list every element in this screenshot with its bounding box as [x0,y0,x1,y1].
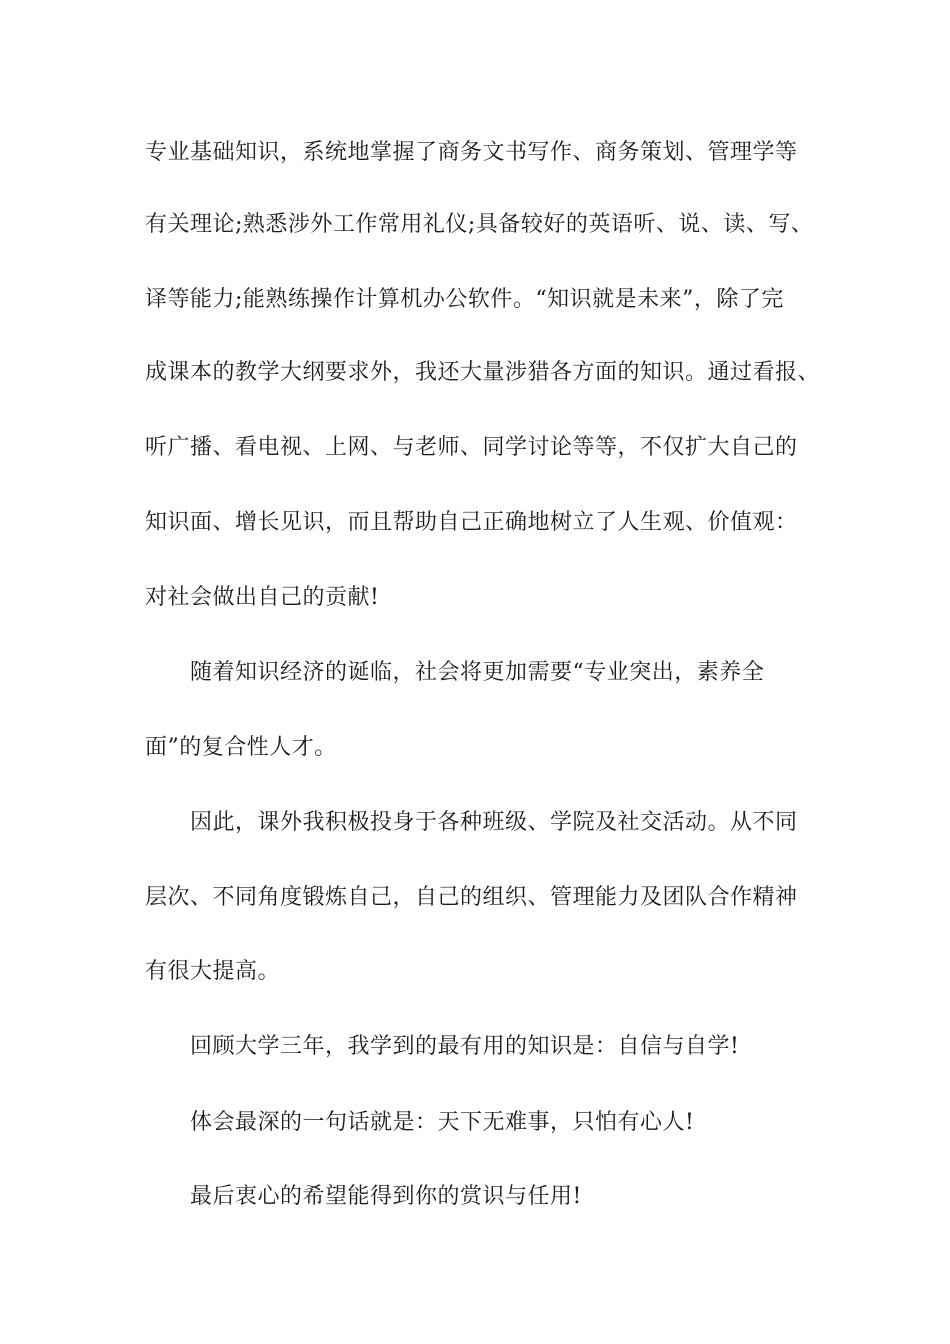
body-text-line: 成课本的教学大纲要求外，我还大量涉猎各方面的知识。通过看报、 [145,360,821,385]
body-text-line: 听广播、看电视、上网、与老师、同学讨论等等，不仅扩大自己的 [145,435,798,460]
paragraph-start-line: 因此，课外我积极投身于各种班级、学院及社交活动。从不同 [190,810,798,835]
paragraph-start-line: 体会最深的一句话就是：天下无难事，只怕有心人! [190,1110,695,1135]
paragraph-start-line: 回顾大学三年，我学到的最有用的知识是：自信与自学! [190,1034,740,1059]
body-text-line: 对社会做出自己的贡献! [145,585,380,610]
body-text-line: 有关理论;熟悉涉外工作常用礼仪;具备较好的英语听、说、读、写、 [145,212,814,237]
body-text-line: 知识面、增长见识，而且帮助自己正确地树立了人生观、价值观： [145,510,798,535]
body-text-line: 面”的复合性人才。 [145,735,337,760]
paragraph-start-line: 随着知识经济的诞临，社会将更加需要“专业突出，素养全 [190,660,765,685]
body-text-line: 专业基础知识，系统地掌握了商务文书写作、商务策划、管理学等 [145,140,798,165]
body-text-line: 层次、不同角度锻炼自己，自己的组织、管理能力及团队合作精神 [145,885,798,910]
body-text-line: 有很大提高。 [145,959,281,984]
paragraph-start-line: 最后衷心的希望能得到你的赏识与任用! [190,1184,582,1209]
body-text-line: 译等能力;能熟练操作计算机办公软件。“知识就是未来”，除了完 [145,287,784,312]
